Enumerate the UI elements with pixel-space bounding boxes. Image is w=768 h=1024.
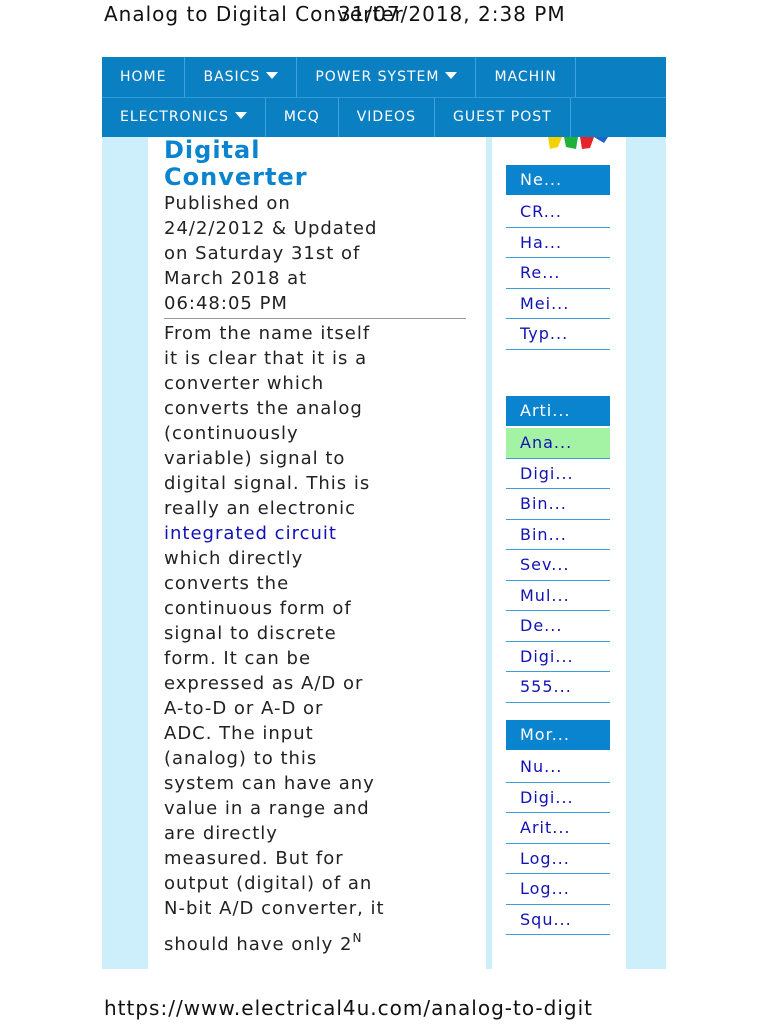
nav-guest-post[interactable] [435,97,571,137]
body-line: continuous form of [164,598,352,619]
nav-row-1 [102,57,666,98]
body-line: From the name itself [164,323,371,344]
nav-row-2 [102,97,666,137]
body-line: converts the analog [164,398,363,419]
body-line: A-to-D or A-D or [164,698,324,719]
body-line: variable) signal to [164,448,346,469]
sidebar-link[interactable]: Typ... [506,319,610,350]
sidebar-link[interactable]: De... [506,611,610,642]
logo-fragment-icon [518,137,608,155]
nav-machines[interactable] [476,57,575,97]
sidebar-link-active[interactable]: Ana... [506,428,610,459]
sidebar-link[interactable]: Bin... [506,489,610,520]
sidebar-heading-1: Ne... [506,165,610,195]
sidebar-link[interactable]: Digi... [506,642,610,673]
publish-meta [164,191,466,319]
body-line: converts the [164,573,290,594]
nav-electronics[interactable] [102,97,266,137]
body-line: form. It can be [164,648,312,669]
sidebar-link[interactable]: Digi... [506,459,610,490]
body-line: digital signal. This is [164,473,371,494]
print-title: Analog to Digital Converter [104,2,404,26]
sidebar [492,137,626,969]
sidebar-link[interactable]: Mul... [506,581,610,612]
integrated-circuit-link[interactable]: integrated circuit [164,523,337,544]
sidebar-link[interactable]: Squ... [506,905,610,936]
superscript-n: N [352,931,363,945]
sidebar-link[interactable]: Digi... [506,783,610,814]
body-line: N-bit A/D converter, it [164,898,385,919]
nav-videos[interactable] [339,97,435,137]
nav-basics-label: BASICS [203,69,261,85]
nav-videos-label: VIDEOS [356,109,416,125]
main-content [148,137,486,969]
nav-home[interactable] [102,57,185,97]
print-datetime: 31/07/2018, 2:38 PM [338,2,566,26]
article-title [164,137,468,191]
meta-line: 24/2/2012 & Updated [164,218,378,239]
nav-home-label: HOME [120,69,167,85]
meta-line: March 2018 at [164,268,308,289]
sidebar-link[interactable]: Nu... [506,752,610,783]
body-line: value in a range and [164,798,370,819]
sidebar-link[interactable]: Sev... [506,550,610,581]
body-line: really an electronic [164,498,357,519]
nav-electronics-label: ELECTRONICS [120,109,229,125]
web-page [102,57,666,969]
sidebar-heading-3: Mor... [506,720,610,750]
nav-mcq-label: MCQ [283,109,320,125]
nav-power-system[interactable] [297,57,476,97]
sidebar-link[interactable]: Arit... [506,813,610,844]
sidebar-link[interactable]: Log... [506,874,610,905]
sidebar-group-1 [506,165,610,350]
body-line: output (digital) of an [164,873,373,894]
article [164,137,468,957]
sidebar-link[interactable]: Re... [506,258,610,289]
sidebar-group-3 [506,720,610,935]
body-line: which directly [164,548,304,569]
sidebar-link[interactable]: Mei... [506,289,610,320]
nav-machines-label: MACHIN [494,69,557,85]
body-line: (analog) to this [164,748,318,769]
nav-mcq[interactable] [266,97,339,137]
article-body [164,321,460,957]
meta-line: on Saturday 31st of [164,243,361,264]
body-line-last [164,926,460,957]
sidebar-link[interactable]: Bin... [506,520,610,551]
sidebar-link[interactable]: Ha... [506,228,610,259]
title-line-1: Digital [164,137,261,164]
meta-line: Published on [164,193,291,214]
meta-line: 06:48:05 PM [164,293,288,314]
body-line: signal to discrete [164,623,337,644]
sidebar-group-2 [506,396,610,703]
body-line: it is clear that it is a [164,348,368,369]
nav-power-system-label: POWER SYSTEM [315,69,440,85]
body-line: converter which [164,373,325,394]
sidebar-link[interactable]: Log... [506,844,610,875]
nav-basics[interactable] [185,57,297,97]
print-header [0,0,768,30]
caret-down-icon [235,112,247,119]
body-line: ADC. The input [164,723,314,744]
sidebar-link[interactable]: 555... [506,672,610,703]
body-line: expressed as A/D or [164,673,364,694]
print-url: https://www.electrical4u.com/analog-to-digit [104,996,593,1020]
main-navigation [102,57,666,137]
sidebar-heading-2: Arti... [506,396,610,426]
body-line: system can have any [164,773,375,794]
body-line: (continuously [164,423,299,444]
sidebar-link[interactable]: CR... [506,197,610,228]
title-line-2: Converter [164,163,308,191]
body-line: measured. But for [164,848,344,869]
nav-guest-post-label: GUEST POST [452,109,552,125]
caret-down-icon [445,72,457,79]
body-line-last-text: should have only 2 [164,934,353,955]
body-line: are directly [164,823,278,844]
caret-down-icon [266,72,278,79]
